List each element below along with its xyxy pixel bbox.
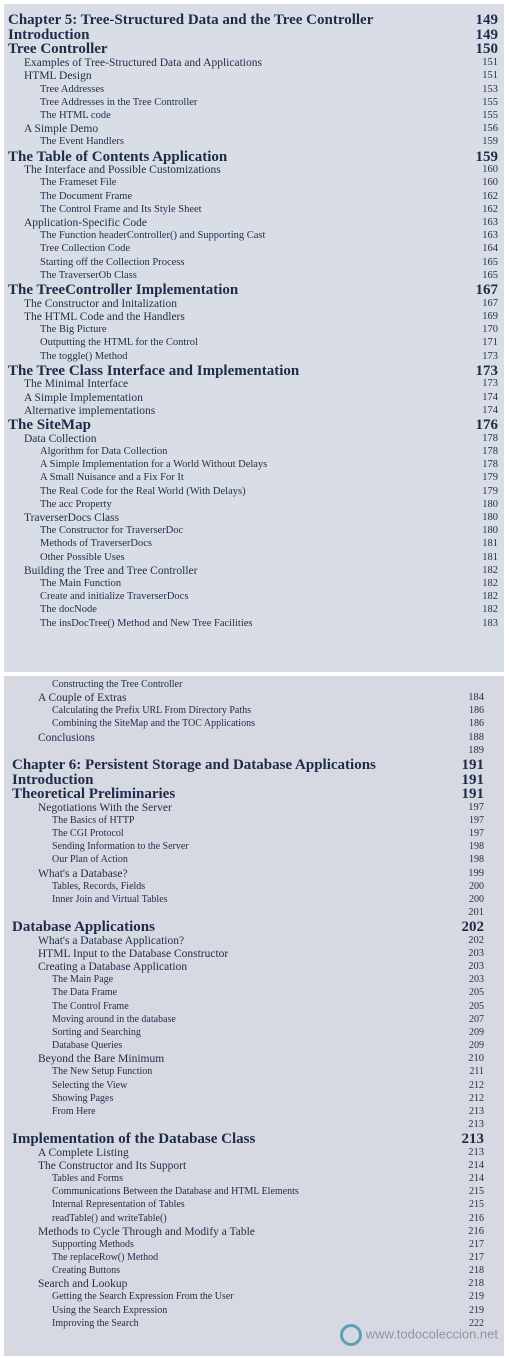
entry-page-number: 191 [461,771,484,788]
toc-entry [4,310,504,324]
entry-page-number: 215 [469,1199,484,1211]
entry-title: Creating a Database Application [38,961,188,974]
entry-page-number: 151 [482,70,498,82]
entry-page-number: 160 [482,177,498,189]
toc-entry [4,1013,504,1027]
entry-page-number: 170 [482,324,498,336]
entry-title: Improving the Search [52,1317,139,1329]
toc-entry [4,1238,504,1252]
entry-page-number: 209 [469,1026,484,1038]
entry-title: Tree Collection Code [40,243,131,255]
toc-entry [4,135,504,149]
entry-title: The Basics of HTTP [52,815,135,826]
toc-entry [4,1212,504,1226]
entry-page-number: 182 [482,604,498,616]
entry-title: Search and Lookup [38,1278,128,1291]
entry-page-number: 191 [461,756,484,773]
entry-page-number: 165 [482,269,498,281]
toc-entry [4,69,504,83]
entry-page-number: 213 [461,1131,484,1148]
entry-title: The Document Frame [40,190,133,202]
toc-entry [4,1105,504,1119]
entry-page-number: 217 [469,1251,484,1263]
entry-title: Constructing the Tree Controller [52,679,183,690]
toc-entry [4,986,504,1000]
entry-title: Create and initialize TraverserDocs [40,591,189,603]
entry-title: Negotiations With the Server [38,801,172,814]
entry-page-number: 149 [475,12,498,28]
toc-entry [4,350,504,364]
entry-title: The insDocTree() Method and New Tree Facilities [40,617,253,629]
entry-page-number: 184 [468,692,484,704]
toc-entry [4,973,504,987]
toc-entry [4,617,504,631]
toc-entry [4,880,504,894]
entry-page-number: 174 [482,404,498,416]
entry-page-number: 182 [482,591,498,603]
entry-title: A Simple Implementation for a World Without Delays [40,459,268,471]
toc-entry [4,203,504,217]
entry-title: Algorithm for Data Collection [40,445,168,457]
entry-title: Beyond the Bare Minimum [38,1053,165,1066]
entry-page-number: 199 [468,867,484,879]
toc-entry [4,404,504,418]
toc-entry [4,801,504,815]
toc-page-2 [4,676,504,1356]
entry-title: Internal Representation of Tables [52,1199,185,1211]
toc-entry [4,853,504,867]
toc-entry [4,691,504,705]
entry-title: Outputting the HTML for the Control [40,337,198,349]
toc-entry [4,1225,504,1239]
entry-title: Database Queries [52,1040,123,1052]
entry-title: Using the Search Expression [52,1304,168,1316]
entry-page-number: 212 [469,1092,484,1104]
entry-page-number: 176 [475,417,498,433]
entry-page-number: 189 [468,744,484,756]
entry-page-number: 173 [482,378,498,390]
toc-entry [4,471,504,485]
entry-title: Moving around in the database [52,1013,176,1025]
entry-page-number: 186 [469,705,484,717]
entry-page-number: 182 [482,564,498,576]
entry-title: The Event Handlers [40,136,124,148]
toc-entry [4,176,504,190]
toc-entry [4,163,504,177]
entry-title: Conclusions [38,731,95,744]
toc-entry [4,122,504,136]
entry-page-number: 178 [482,459,498,471]
entry-page-number: 219 [469,1291,484,1303]
entry-title: Implementation of the Database Class [12,1131,256,1148]
toc-entry [4,827,504,841]
entry-page-number: 155 [482,109,498,121]
entry-page-number: 203 [469,974,484,986]
toc-entry [4,1159,504,1173]
entry-title: Methods to Cycle Through and Modify a Table [38,1225,255,1238]
entry-page-number: 179 [482,485,498,497]
entry-title: The Table of Contents Application [8,148,228,165]
entry-page-number: 191 [461,786,484,803]
entry-page-number: 203 [468,961,484,973]
entry-title: Chapter 5: Tree-Structured Data and the Tree Controller [8,12,374,28]
toc-entry [4,744,504,758]
entry-page-number: 207 [469,1013,484,1025]
toc-entry [4,590,504,604]
entry-title: Sending Information to the Server [52,841,189,853]
entry-title: The Data Frame [52,987,117,999]
toc-entry [4,678,504,692]
entry-title: readTable() and writeTable() [52,1212,167,1224]
entry-page-number: 205 [469,1000,484,1012]
entry-title: A Small Nuisance and a Fix For It [40,472,184,484]
entry-page-number: 216 [468,1225,484,1237]
toc-page-1 [4,4,504,672]
entry-title: Tree Controller [8,41,108,58]
toc-entry [4,336,504,350]
entry-page-number: 162 [482,203,498,215]
entry-title: Other Possible Uses [40,551,125,563]
entry-page-number: 159 [475,148,498,165]
toc-entry [4,256,504,270]
entry-title: The Constructor and Its Support [38,1159,187,1172]
entry-page-number: 200 [469,880,484,892]
entry-page-number: 181 [482,551,498,563]
toc-entry [4,893,504,907]
entry-title: The Function headerController() and Supporting Cast [40,230,266,242]
toc-entry [4,551,504,565]
entry-title: What's a Database? [38,867,128,880]
entry-title: TraverserDocs Class [24,511,120,524]
entry-title: Our Plan of Action [52,854,128,866]
entry-page-number: 205 [469,987,484,999]
entry-title: Tree Addresses in the Tree Controller [40,96,198,108]
toc-entry [4,564,504,578]
entry-page-number: 218 [469,1265,484,1277]
toc-entry [4,1079,504,1093]
entry-title: The TreeController Implementation [8,282,239,298]
entry-title: Showing Pages [52,1092,114,1104]
toc-entry [4,603,504,617]
entry-title: Calculating the Prefix URL From Directory Paths [52,705,252,717]
entry-title: The Control Frame [52,1000,129,1012]
entry-title: Tables and Forms [52,1173,123,1185]
entry-page-number: 213 [469,1105,484,1117]
entry-title: A Complete Listing [38,1146,129,1159]
entry-title: HTML Design [24,70,92,83]
toc-entry [4,1198,504,1212]
entry-title: The Tree Class Interface and Implementation [8,362,300,379]
toc-entry [4,537,504,551]
entry-page-number: 222 [469,1317,484,1329]
toc-entry [4,1317,504,1331]
entry-page-number: 182 [482,577,498,589]
entry-page-number: 197 [469,815,484,826]
entry-page-number: 180 [482,511,498,523]
entry-page-number: 214 [469,1173,484,1185]
toc-entry [4,717,504,731]
entry-title: The CGI Protocol [52,828,124,840]
entry-title: Database Applications [12,919,155,936]
toc-entry [4,1065,504,1079]
entry-page-number: 183 [482,617,498,629]
entry-page-number: 163 [482,217,498,228]
entry-page-number: 156 [482,123,498,135]
entry-title: Examples of Tree-Structured Data and Applications [24,57,262,70]
entry-page-number: 213 [468,1146,484,1158]
entry-title: The TraverserOb Class [40,269,137,281]
entry-title: HTML Input to the Database Constructor [38,948,229,960]
entry-page-number: 167 [482,297,498,309]
toc-entry [4,1000,504,1014]
toc-entry [4,906,504,920]
entry-title: Introduction [8,26,90,43]
watermark-text: www.todocoleccion.net [365,1326,498,1342]
entry-page-number: 215 [469,1186,484,1198]
toc-entry [4,323,504,337]
toc-entry [4,934,504,948]
entry-title: Tree Addresses [40,83,105,95]
toc-entry [4,297,504,311]
entry-title: Theoretical Preliminaries [12,786,176,803]
entry-title: Inner Join and Virtual Tables [52,893,168,905]
entry-title: Data Collection [24,432,97,445]
entry-title: The Interface and Possible Customizations [24,164,221,177]
toc-entry [4,56,504,70]
toc-entry [4,511,504,525]
entry-page-number: 155 [482,96,498,108]
entry-title: Introduction [12,771,94,788]
entry-page-number: 217 [469,1238,484,1250]
entry-title: The Main Page [52,974,114,986]
entry-title: The HTML Code and the Handlers [24,310,185,323]
toc-entry [4,485,504,499]
entry-title: Methods of TraverserDocs [40,538,152,550]
entry-title: The Minimal Interface [24,378,129,391]
entry-title: Sorting and Searching [52,1026,141,1038]
toc-entry [4,109,504,123]
entry-page-number: 197 [468,801,484,813]
entry-page-number: 198 [469,854,484,866]
toc-entry [4,1185,504,1199]
toc-entry [4,269,504,283]
entry-title: The HTML code [40,109,111,121]
entry-page-number: 202 [468,934,484,946]
entry-page-number: 213 [468,1118,484,1130]
entry-title: The toggle() Method [40,350,128,362]
entry-page-number: 179 [482,472,498,484]
toc-entry [4,731,504,745]
toc-entry [4,190,504,204]
toc-entry [4,458,504,472]
toc-entry [4,432,504,446]
entry-title: What's a Database Application? [38,934,185,947]
toc-entry [4,1052,504,1066]
entry-title: Communications Between the Database and HTML Elements [52,1186,299,1198]
entry-page-number: 211 [469,1066,484,1078]
toc-entry [4,960,504,974]
entry-page-number: 178 [482,445,498,457]
entry-title: The Constructor for TraverserDoc [40,525,184,537]
toc-entry [4,1251,504,1265]
toc-entry [4,83,504,97]
entry-page-number: 165 [482,256,498,268]
entry-title: Tables, Records, Fields [52,880,146,892]
toc-entry [4,391,504,405]
entry-page-number: 169 [482,310,498,322]
entry-title: Getting the Search Expression From the User [52,1291,234,1303]
entry-title: The acc Property [40,498,112,510]
toc-entry [4,1039,504,1053]
entry-page-number: 159 [482,136,498,148]
entry-page-number: 200 [469,893,484,905]
entry-title: From Here [52,1105,96,1117]
entry-title: The Frameset File [40,177,117,189]
entry-page-number: 180 [482,498,498,510]
entry-title: A Simple Demo [24,123,99,136]
toc-entry [4,867,504,881]
entry-title: The New Setup Function [52,1066,153,1078]
toc-entry [4,840,504,854]
toc-entry [4,814,504,828]
entry-page-number: 188 [468,731,484,743]
entry-title: Creating Buttons [52,1265,121,1277]
entry-page-number: 173 [475,362,498,379]
toc-entry [4,577,504,591]
entry-page-number: 178 [482,432,498,444]
entry-page-number: 218 [468,1278,484,1290]
entry-title: Starting off the Collection Process [40,256,185,268]
toc-entry [4,1290,504,1304]
entry-page-number: 186 [469,718,484,730]
toc-entry [4,1146,504,1160]
entry-page-number: 160 [482,164,498,176]
toc-entry [4,229,504,243]
entry-title: Chapter 6: Persistent Storage and Database Applications [12,756,376,773]
entry-page-number: 167 [475,282,498,298]
entry-title: The docNode [40,604,97,616]
entry-title: The replaceRow() Method [52,1251,159,1263]
toc-entry [4,524,504,538]
entry-page-number: 174 [482,391,498,403]
entry-title: The Real Code for the Real World (With Delays) [40,485,246,497]
entry-title: Building the Tree and Tree Controller [24,564,198,577]
entry-title: The SiteMap [8,417,91,433]
entry-page-number: 201 [468,907,484,919]
entry-title: A Couple of Extras [38,692,127,705]
entry-page-number: 197 [469,828,484,840]
toc-entry [4,947,504,961]
entry-title: The Control Frame and Its Style Sheet [40,203,202,215]
entry-title: A Simple Implementation [24,391,143,404]
entry-title: The Main Function [40,577,122,589]
toc-entry [4,1264,504,1278]
entry-page-number: 216 [469,1212,484,1224]
entry-page-number: 202 [461,919,484,936]
entry-page-number: 209 [469,1040,484,1052]
entry-page-number: 181 [482,538,498,550]
toc-entry [4,704,504,718]
entry-title: Supporting Methods [52,1238,134,1250]
toc-entry [4,242,504,256]
entry-page-number: 214 [468,1159,484,1171]
toc-entry [4,445,504,459]
entry-page-number: 162 [482,190,498,202]
entry-page-number: 212 [469,1079,484,1091]
entry-page-number: 180 [482,525,498,537]
entry-title: Selecting the View [52,1079,128,1091]
entry-page-number: 151 [482,57,498,69]
entry-title: Application-Specific Code [24,217,147,229]
toc-entry [4,1304,504,1318]
entry-page-number: 173 [482,350,498,362]
toc-entry [4,1172,504,1186]
entry-title: The Constructor and Initalization [24,297,177,310]
entry-page-number: 150 [475,41,498,58]
entry-page-number: 163 [482,230,498,242]
entry-page-number: 153 [482,83,498,95]
entry-page-number: 164 [482,243,498,255]
entry-title: Combining the SiteMap and the TOC Applications [52,718,255,730]
entry-page-number: 203 [468,948,484,959]
toc-entry [4,96,504,110]
entry-page-number: 149 [475,26,498,43]
entry-page-number: 198 [469,841,484,853]
entry-title: The Big Picture [40,324,107,336]
toc-entry [4,216,504,230]
toc-entry [4,1277,504,1291]
entry-page-number: 171 [482,337,498,349]
entry-page-number: 210 [468,1053,484,1065]
toc-entry [4,377,504,391]
toc-entry [4,1092,504,1106]
entry-page-number: 219 [469,1304,484,1316]
toc-entry [4,498,504,512]
toc-entry [4,1118,504,1132]
entry-title: Alternative implementations [24,404,156,417]
toc-entry [4,1026,504,1040]
